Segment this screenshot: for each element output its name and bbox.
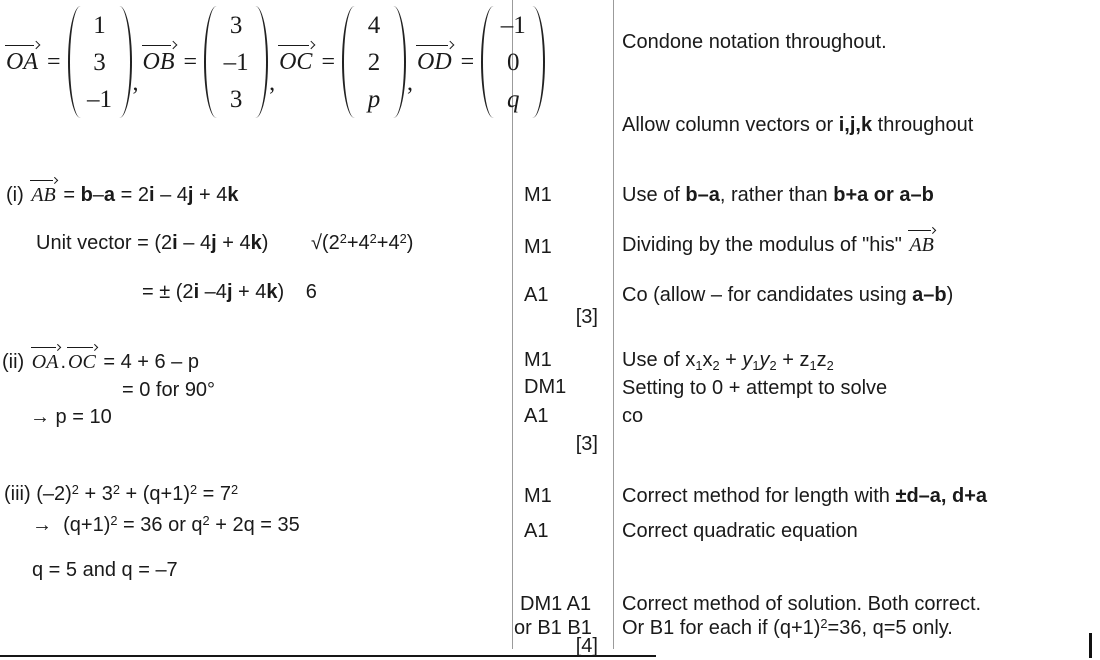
- text-cursor-mark: [1089, 633, 1092, 658]
- comment-i-a1: Co (allow – for candidates using a–b): [622, 284, 954, 306]
- left-paren: [204, 6, 217, 118]
- column-vector-oc: [342, 6, 406, 118]
- left-paren: [68, 6, 81, 118]
- matrix-entry: –1: [87, 85, 113, 113]
- matrix-entry: –1: [223, 48, 249, 76]
- vector-name-ob: OB: [142, 48, 175, 75]
- comment-iii-dm1a1: Correct method of solution. Both correct.: [622, 593, 982, 615]
- comment-allow-vectors: Allow column vectors or i,j,k throughout: [622, 114, 974, 136]
- comment-ii-m1: Use of x1x2 + y1y2 + z1z2: [622, 349, 834, 373]
- part-i-line-2: [36, 231, 413, 257]
- matrix-entry: 2: [367, 48, 381, 76]
- right-paren: [255, 6, 268, 118]
- part-ii-total: [3]: [575, 433, 598, 455]
- part-iii-total: [4]: [575, 635, 598, 657]
- matrix-entry: 3: [93, 48, 106, 76]
- matrix-entry: –1: [500, 11, 526, 39]
- left-paren: [481, 6, 494, 118]
- comment-iii-b1b1: Or B1 for each if $(q+1)^2=36$, q=5 only.: [622, 616, 953, 639]
- part-iii-line-3: q = 5 and q = –7: [32, 559, 178, 581]
- comma-separator: ,: [269, 69, 276, 96]
- part-iii-line-1: (iii) $(-2)^2 + 3^2 + (q+1)^2 = 7^2$: [4, 482, 239, 505]
- equals-sign: =: [321, 48, 335, 75]
- vector-definition-ob: [141, 6, 278, 118]
- mark-label: A1: [524, 520, 549, 542]
- comment-condone: Condone notation throughout.: [622, 31, 887, 53]
- column-vector-ob: [204, 6, 268, 118]
- right-paren: [532, 6, 545, 118]
- equals-sign: =: [460, 48, 475, 75]
- part-ii-line-3: → p = 10: [30, 406, 112, 428]
- vector-definition-oc: [277, 6, 415, 118]
- mark-label: or B1 B1: [514, 617, 592, 639]
- part-ii-line-2: = 0 for 90°: [122, 379, 216, 401]
- unit-vector-expression: Unit vector = (2i – 4j + 4k): [36, 232, 269, 254]
- part-i-line-1: (i) AB = b–a = 2i – 4j + 4k: [6, 184, 239, 206]
- mark-label: A1: [524, 284, 549, 306]
- part-i-total: [3]: [575, 306, 598, 328]
- right-paren: [119, 6, 132, 118]
- equals-sign: =: [47, 48, 61, 75]
- part-ii-line-1: (ii) OA . OC = 4 + 6 – p: [2, 351, 199, 373]
- comment-i-m1b: Dividing by the modulus of "his" AB: [622, 234, 934, 256]
- matrix-entry: 0: [506, 48, 520, 76]
- equals-sign: =: [183, 48, 198, 75]
- unit-vector-result: = ± (2i –4j + 4k): [142, 281, 285, 303]
- comment-iii-a1: Correct quadratic equation: [622, 520, 858, 542]
- mark-label: M1: [524, 485, 552, 507]
- comma-separator: ,: [132, 69, 139, 96]
- vector-definition-oa: [4, 6, 141, 118]
- comment-i-m1a: Use of b–a, rather than b+a or a–b: [622, 184, 934, 206]
- comment-ii-dm1: Setting to 0 + attempt to solve: [622, 377, 888, 399]
- vector-definition-od: [415, 6, 545, 118]
- vector-name-od: OD: [416, 48, 452, 75]
- mark-label: DM1: [524, 376, 567, 398]
- part-iii-line-2: → $(q+1)^2 = 36$ or $q^2 + 2q = 35$: [32, 513, 300, 536]
- vector-name-oc: OC: [279, 48, 313, 75]
- mark-label: A1: [524, 405, 549, 427]
- matrix-entry: 3: [229, 11, 243, 39]
- column-divider-right: [613, 0, 614, 649]
- mark-label: M1: [524, 236, 552, 258]
- matrix-entry: 3: [229, 85, 243, 113]
- comment-iii-m1: Correct method for length with ±d–a, d+a: [622, 485, 988, 507]
- mark-label: M1: [524, 349, 552, 371]
- left-paren: [342, 6, 355, 118]
- right-paren: [393, 6, 406, 118]
- comma-separator: ,: [406, 69, 413, 96]
- vector-definitions: [4, 6, 545, 118]
- mark-label: M1: [524, 184, 552, 206]
- matrix-entry: 4: [367, 11, 381, 39]
- comment-ii-a1: co: [622, 405, 644, 427]
- modulus-expression: $√(2^2+4^2+4^2)$: [310, 231, 414, 254]
- modulus-value: 6: [305, 281, 317, 303]
- matrix-entry-p: p: [367, 85, 381, 113]
- mark-label: DM1 A1: [520, 593, 592, 615]
- part-i-line-3: [142, 280, 317, 304]
- matrix-entry-q: q: [506, 85, 520, 113]
- column-vector-od: [481, 6, 545, 118]
- vector-name-oa: OA: [6, 48, 38, 75]
- column-vector-oa: [68, 6, 132, 118]
- matrix-entry: 1: [93, 11, 106, 39]
